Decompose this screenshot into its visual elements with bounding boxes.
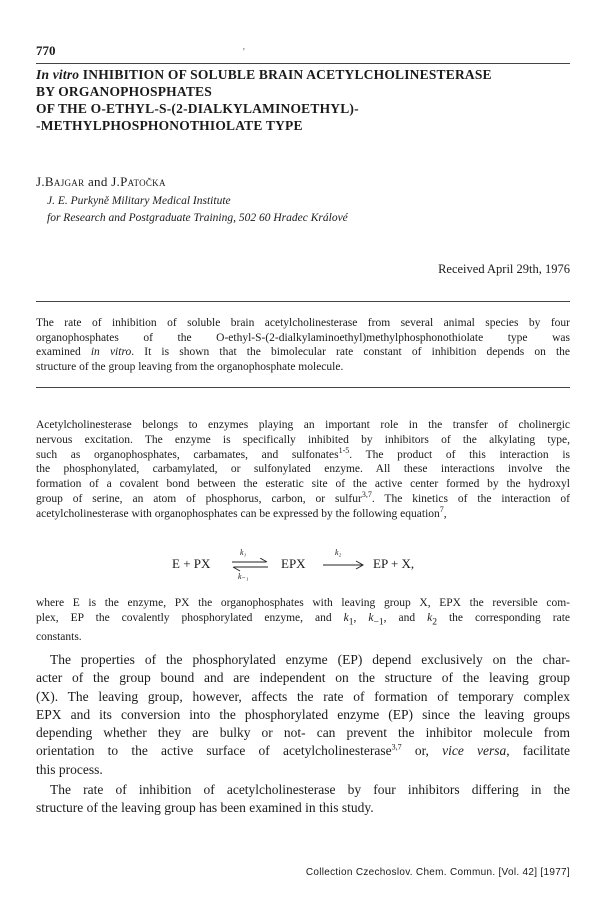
affiliation: J. E. Purkyně Military Medical Institute for Research and Postgraduate Training, 502 60 Hradec Králové bbox=[47, 195, 348, 224]
authors: J.Bajgar and J.Patočka bbox=[36, 174, 166, 189]
intro-paragraph: Acetylcholinesterase belongs to enzymes playing an important role in the transfer of cholinergic nervous excitation. The enzyme is specifically inhibited by inhibitors of the alkylating type, such as organophosphates, carbamates, and sulfonates$^{1-5}$. The product of this interaction is the phosphonylated, carbamylated, or sulfonylated enzyme. All these interactions involve the formation of a covalent bond between the esteratic site of the active center formed by the hydroxyl group of serine, an atom of phosphorus, carbon, or sulfur$^{3,7}$. The kinetics of the interaction of acetylcholinesterase with organophosphates can be expressed by the following equation$^7$, bbox=[36, 419, 570, 520]
page-number: 770 bbox=[36, 43, 56, 58]
citation: 7 bbox=[439, 504, 444, 514]
equation-rhs: EP + X, bbox=[373, 556, 415, 571]
equation-legend: where E is the enzyme, PX the organophosphates with leaving group X, EPX the reversible com- plex, EP the covalently phosphorylated enzyme, and $k_1$, $k_{-1}$, and $k_2$ the corresponding rate constants. bbox=[36, 597, 571, 643]
body-text: The properties of the phosphorylated enzyme (EP) depend exclusively on the char- acter of the group bound and are independent on the structure of the leaving group (X). The leaving group, however, affects the rate of formation of temporary complex EPX and its conversion into the phosphorylated enzyme (EP) since the leaving groups depending whether they are bulky or not- can prevent the inhibitor molecule from orientation to the active surface of acetylcholinesterase$^{3,7}$ or, vice versa, facilitate this process. The rate of inhibition of acetylcholinesterase by four inhibitors differing in the structure of the leaving group has been examined in this study. bbox=[36, 652, 570, 816]
abstract-top-rule bbox=[36, 301, 570, 302]
title-line-1: In vitro INHIBITION OF SOLUBLE BRAIN ACETYLCHOLINESTERASE bbox=[36, 67, 492, 82]
tick-mark: ' bbox=[243, 47, 245, 58]
title-line-3: OF THE O-ETHYL-S-(2-DIALKYLAMINOETHYL)- bbox=[36, 101, 359, 116]
citation: 3,7 bbox=[391, 742, 402, 752]
author-2-surname: Patočka bbox=[120, 174, 166, 189]
journal-footer: Collection Czechoslov. Chem. Commun. [Vol. 42] [1977] bbox=[305, 867, 570, 878]
forward-arrow-icon bbox=[322, 560, 364, 570]
header-rule bbox=[36, 63, 570, 64]
rate-constant-k2: k₂ bbox=[335, 548, 342, 557]
abstract-bottom-rule bbox=[36, 387, 570, 388]
title-line-2: BY ORGANOPHOSPHATES bbox=[36, 84, 212, 99]
citation: 1-5 bbox=[338, 445, 350, 455]
title-line-4: -METHYLPHOSPHONOTHIOLATE TYPE bbox=[36, 118, 303, 133]
author-1-surname: Bajgar bbox=[44, 174, 85, 189]
equation-lhs: E + PX bbox=[172, 556, 211, 571]
article-title bbox=[36, 66, 576, 134]
reversible-arrow-icon bbox=[230, 558, 270, 572]
received-date: Received April 29th, 1976 bbox=[438, 262, 570, 276]
equation-complex: EPX bbox=[281, 556, 306, 571]
rate-constant-k1: k₁ bbox=[240, 548, 247, 557]
abstract: The rate of inhibition of soluble brain acetylcholinesterase from several animal species by four organophosphates of the O-ethyl-S-(2-dialkylaminoethyl)methylphosphonothiolate type was examined in vitro. It is shown that the bimolecular rate constant of inhibition depends on the structure of the group leaving from the organophosphate molecule. bbox=[36, 317, 571, 373]
rate-constant-k-minus-1: k₋₁ bbox=[238, 572, 249, 581]
citation: 3,7 bbox=[361, 490, 372, 500]
title-italic: In vitro bbox=[36, 67, 80, 82]
